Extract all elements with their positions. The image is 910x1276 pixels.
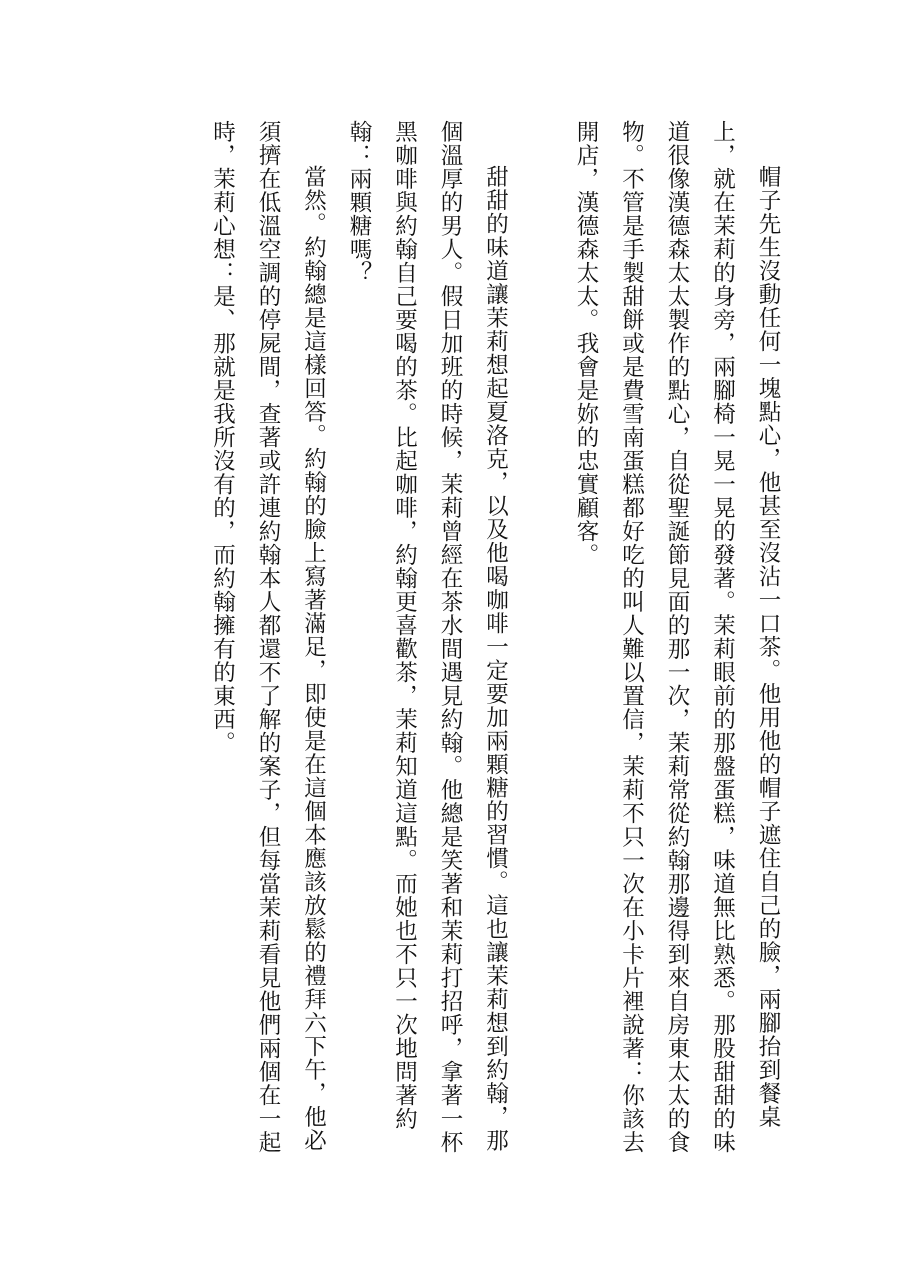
paragraph-gap [518, 120, 563, 1170]
paragraph-1: 帽子先生沒動任何一塊點心，他甚至沒沾一口茶。他用他的帽子遮住自己的臉，兩腳抬到餐桌上，就在茉莉的身旁，兩腳椅一晃一晃的發著。茉莉眼前的那盤蛋糕，味道無比熟悉。那股甜甜的味道很像漢德森太太製作的點心，自從聖誕節見面的那一次，茉莉常從約翰那邊得到來自房東太太的食物。不管是手製甜餅或是費雪南蛋糕都好吃的叫人難以置信，茉莉不只一次在小卡片裡說著：你該去開店，漢德森太太。我會是妳的忠實顧客。 [573, 120, 781, 1154]
vertical-text-block [209, 120, 790, 1170]
paragraph-3: 當然。約翰總是這樣回答。約翰的臉上寫著滿足，即使是在這個本應該放鬆的禮拜六下午，他必須擠在低溫空調的停屍間，查著或許連約翰本人都還不了解的案子，但每當茉莉看見他們兩個在一起時，茉莉心想：是、那就是我所沒有的，而約翰擁有的東西。 [209, 120, 327, 1154]
paragraph-2: 甜甜的味道讓茉莉想起夏洛克，以及他喝咖啡一定要加兩顆糖的習慣。這也讓茉莉想到約翰，那個溫厚的男人。假日加班的時候，茉莉曾經在茶水間遇見約翰。他總是笑著和茉莉打招呼，拿著一杯黑咖啡與約翰自己要喝的茶。比起咖啡，約翰更喜歡茶，茉莉知道這點。而她也不只一次地問著約翰：兩顆糖嗎？ [346, 120, 509, 1154]
